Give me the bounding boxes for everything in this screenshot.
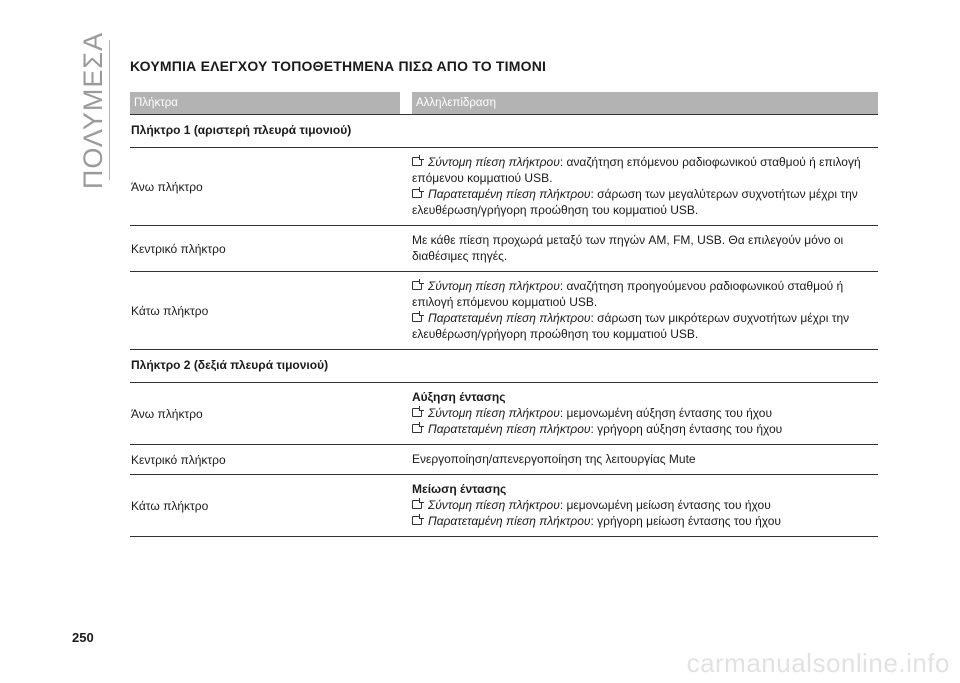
table-row [130, 445, 878, 474]
section-tab-label: ΠΟΛΥΜΕΣΑ [78, 31, 109, 189]
table-divider [130, 536, 878, 537]
section-divider [109, 40, 110, 180]
item-text: Ενεργοποίηση/απενεργοποίηση της λειτουργίας Mute [412, 452, 696, 466]
list-item [412, 310, 878, 326]
controls-table [130, 92, 878, 537]
item-text-continued: επόμενου κομματιού USB. [412, 171, 553, 185]
table-row [130, 148, 878, 225]
item-emphasis: Παρατεταμένη πίεση πλήκτρου [428, 514, 591, 528]
table-header [130, 92, 878, 114]
header-keys: Πλήκτρα [130, 92, 400, 114]
row-subheading: Αύξηση έντασης [412, 390, 506, 404]
checkbox-bullet-icon [412, 408, 422, 417]
row-key: Κεντρικό πλήκτρο [131, 241, 226, 256]
list-item [412, 154, 878, 170]
row-subheading: Μείωση έντασης [412, 482, 507, 496]
item-emphasis: Παρατεταμένη πίεση πλήκτρου [428, 422, 591, 436]
table-row [130, 272, 878, 349]
item-text: : αναζήτηση επόμενου ραδιοφωνικού σταθμού ή επιλογή [559, 155, 861, 169]
item-text-continued: διαθέσιμες πηγές. [412, 249, 508, 263]
list-item [412, 513, 878, 529]
list-item [412, 497, 878, 513]
item-emphasis: Παρατεταμένη πίεση πλήκτρου [428, 311, 591, 325]
group-heading: Πλήκτρο 1 (αριστερή πλευρά τιμονιού) [131, 123, 352, 137]
header-interaction: Αλληλεπίδραση [412, 92, 878, 114]
row-description [412, 226, 878, 271]
row-key: Άνω πλήκτρο [131, 179, 203, 194]
item-emphasis: Σύντομη πίεση πλήκτρου [428, 155, 560, 169]
item-text: : αναζήτηση προηγούμενου ραδιοφωνικού σταθμού ή [559, 279, 844, 293]
item-text-continued: ελευθέρωση/γρήγορη προώθηση του κομματιού USB. [412, 327, 699, 341]
row-description [412, 475, 878, 536]
item-text: : σάρωση των μικρότερων συχνοτήτων μέχρι την [590, 311, 850, 325]
item-emphasis: Σύντομη πίεση πλήκτρου [428, 406, 560, 420]
checkbox-bullet-icon [412, 500, 422, 509]
item-text-continued: επιλογή επόμενου κομματιού USB. [412, 295, 598, 309]
table-row [130, 226, 878, 271]
row-description [412, 445, 878, 474]
item-text-continued: ελευθέρωση/γρήγορη προώθηση του κομματιού USB. [412, 203, 699, 217]
checkbox-bullet-icon [412, 424, 422, 433]
item-emphasis: Παρατεταμένη πίεση πλήκτρου [428, 187, 591, 201]
list-item [412, 405, 878, 421]
row-key: Κάτω πλήκτρο [131, 303, 209, 318]
checkbox-bullet-icon [412, 281, 422, 290]
list-item [412, 186, 878, 202]
checkbox-bullet-icon [412, 157, 422, 166]
item-emphasis: Σύντομη πίεση πλήκτρου [428, 279, 560, 293]
item-emphasis: Σύντομη πίεση πλήκτρου [428, 498, 560, 512]
page-number: 250 [72, 630, 94, 645]
checkbox-bullet-icon [412, 189, 422, 198]
list-item [412, 421, 878, 437]
watermark: carmanualsonline.info [686, 648, 950, 678]
list-item [412, 278, 878, 294]
checkbox-bullet-icon [412, 516, 422, 525]
page-title: ΚΟΥΜΠΙΑ ΕΛΕΓΧΟΥ ΤΟΠΟΘΕΤΗΜΕΝΑ ΠΙΣΩ ΑΠΟ ΤΟ ΤΙΜΟΝΙ [130, 58, 547, 74]
item-text: : μεμονωμένη μείωση έντασης του ήχου [559, 498, 771, 512]
checkbox-bullet-icon [412, 313, 422, 322]
row-key: Κεντρικό πλήκτρο [131, 452, 226, 467]
row-description [412, 383, 878, 444]
table-row [130, 383, 878, 444]
table-row [130, 475, 878, 536]
item-text: : σάρωση των μεγαλύτερων συχνοτήτων μέχρι την [590, 187, 858, 201]
row-description [412, 148, 878, 225]
item-text: : γρήγορη μείωση έντασης του ήχου [590, 514, 781, 528]
item-text: : γρήγορη αύξηση έντασης του ήχου [590, 422, 783, 436]
row-key: Άνω πλήκτρο [131, 406, 203, 421]
item-text: Με κάθε πίεση προχωρά μεταξύ των πηγών AM, FM, USB. Θα επιλεγούν μόνο οι [412, 233, 844, 247]
group-heading: Πλήκτρο 2 (δεξιά πλευρά τιμονιού) [131, 358, 329, 372]
item-text: : μεμονωμένη αύξηση έντασης του ήχου [559, 406, 773, 420]
row-key: Κάτω πλήκτρο [131, 498, 209, 513]
row-description [412, 272, 878, 349]
